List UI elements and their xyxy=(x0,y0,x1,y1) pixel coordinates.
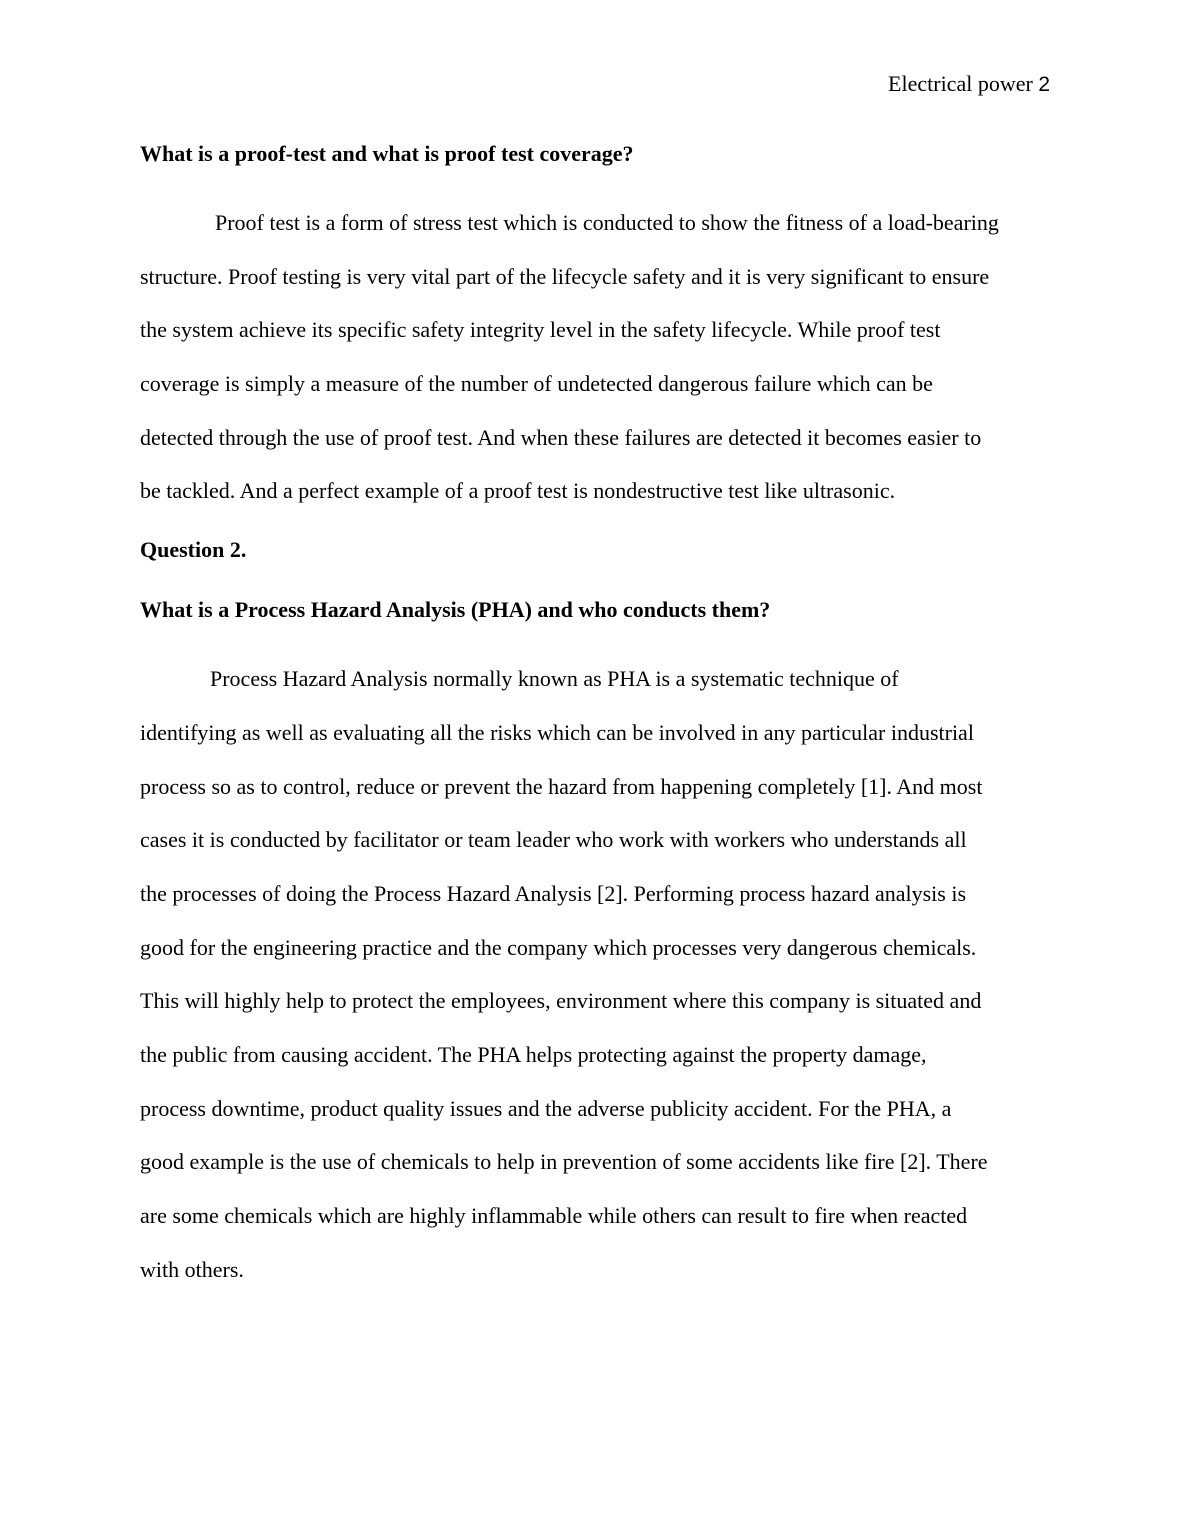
paragraph-line: identifying as well as evaluating all the risks which can be involved in any particular industrial xyxy=(140,719,974,745)
paragraph-line: coverage is simply a measure of the number of undetected dangerous failure which can be xyxy=(140,371,933,397)
section1-paragraph xyxy=(140,196,1050,518)
paragraph-line: good for the engineering practice and the company which processes very dangerous chemicals. xyxy=(140,934,977,960)
running-header xyxy=(888,70,1050,99)
paragraph-line: process downtime, product quality issues and the adverse publicity accident. For the PHA, a xyxy=(140,1095,952,1121)
paragraph-line: the system achieve its specific safety integrity level in the safety lifecycle. While proof test xyxy=(140,317,941,343)
paragraph-line: process so as to control, reduce or prevent the hazard from happening completely [1]. And most xyxy=(140,773,983,799)
paragraph-line: the processes of doing the Process Hazard Analysis [2]. Performing process hazard analysis is xyxy=(140,880,967,906)
paragraph-line: Proof test is a form of stress test which is conducted to show the fitness of a load-bearing xyxy=(215,210,999,235)
paragraph-line: good example is the use of chemicals to help in prevention of some accidents like fire [2]. There xyxy=(140,1149,988,1175)
document-body xyxy=(140,136,1050,1310)
section2-paragraph xyxy=(140,652,1050,1296)
paragraph-line: are some chemicals which are highly inflammable while others can result to fire when reacted xyxy=(140,1203,968,1228)
running-title: Electrical power xyxy=(888,71,1033,96)
paragraph-line: the public from causing accident. The PHA helps protecting against the property damage, xyxy=(140,1041,927,1067)
section1-heading: What is a proof-test and what is proof test coverage? xyxy=(140,141,634,166)
paragraph-line: Process Hazard Analysis normally known as PHA is a systematic technique of xyxy=(210,666,899,692)
paragraph-line: with others. xyxy=(140,1256,244,1282)
question-2-label: Question 2. xyxy=(140,537,247,563)
paragraph-line: detected through the use of proof test. And when these failures are detected it becomes easier to xyxy=(140,424,982,450)
page-number: 2 xyxy=(1038,73,1050,96)
section2-heading: What is a Process Hazard Analysis (PHA) and who conducts them? xyxy=(140,597,771,623)
paragraph-line: be tackled. And a perfect example of a proof test is nondestructive test like ultrasonic. xyxy=(140,478,896,504)
paragraph-line: structure. Proof testing is very vital part of the lifecycle safety and it is very significant to ensure xyxy=(140,263,990,289)
paragraph-line: This will highly help to protect the employees, environment where this company is situated and xyxy=(140,988,982,1014)
paragraph-line: cases it is conducted by facilitator or team leader who work with workers who understands all xyxy=(140,827,967,853)
